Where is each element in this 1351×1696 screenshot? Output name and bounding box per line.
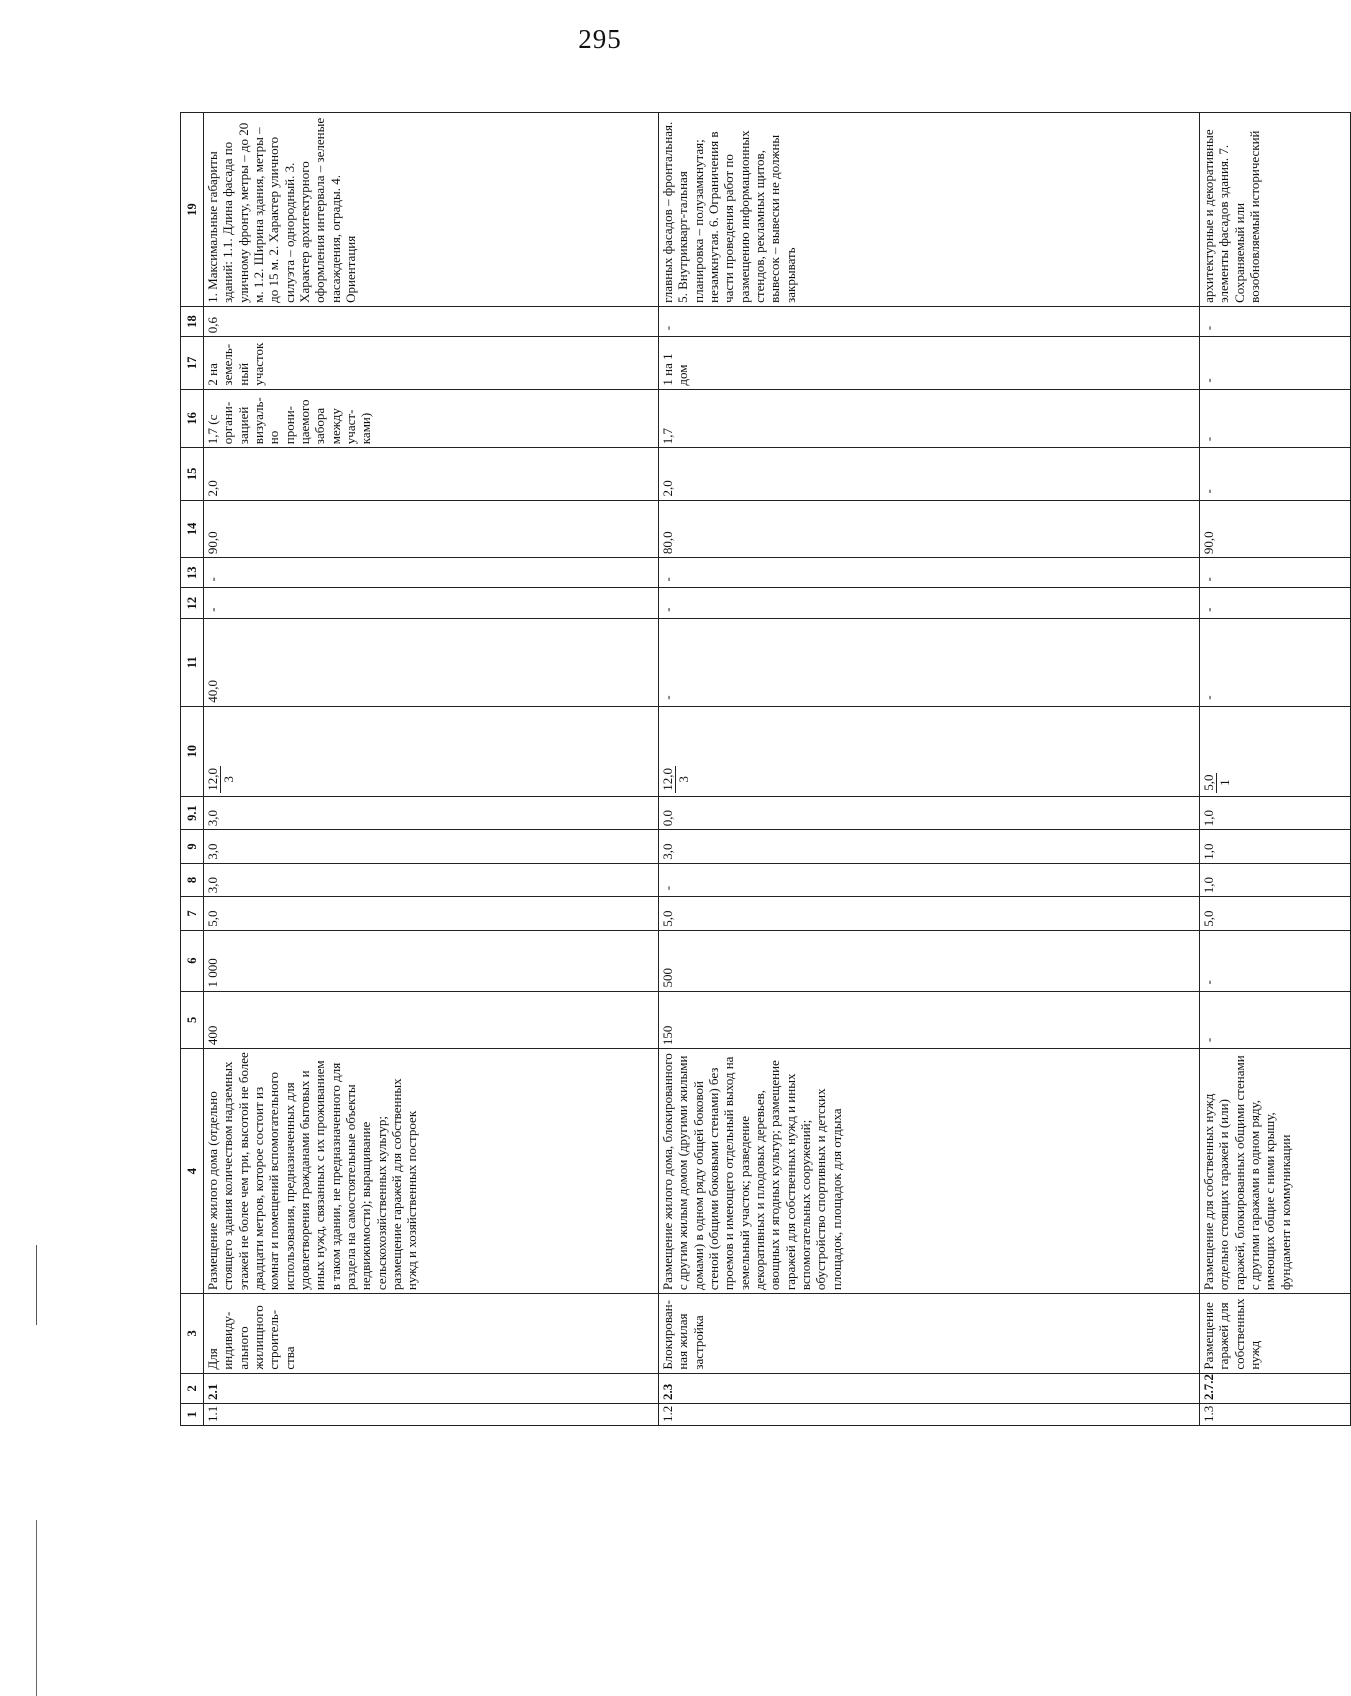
value-cell: - bbox=[1200, 618, 1351, 706]
value-cell: 2,0 bbox=[659, 448, 1200, 500]
fraction-cell bbox=[204, 706, 659, 796]
notes-cell: 1. Максимальные габариты зданий: 1.1. Длина фасада по уличному фронту, метры – до 20 м. 1.2. Ширина здания, метры – до 15 м. 2. Характер уличного силуэта – однородный. 3. Характер архитектурного оформления интервала – зеленые насаждения, ограды. 4. Ориентация bbox=[204, 113, 659, 307]
value-cell: 3,0 bbox=[204, 796, 659, 830]
fraction-numerator: 5,0 bbox=[1201, 774, 1216, 791]
fraction bbox=[660, 766, 692, 793]
row-number-cell: 1.2 bbox=[659, 1404, 1200, 1426]
fraction-cell bbox=[1200, 706, 1351, 796]
value-cell: - bbox=[1200, 337, 1351, 389]
value-cell: 5,0 bbox=[1200, 897, 1351, 931]
use-name-cell: Для индивиду-ального жилищного строитель-ства bbox=[204, 1294, 659, 1374]
value-cell: 1,7 (с органи-зацией визуаль-но прони-цаемого забора между участ-ками) bbox=[204, 389, 659, 448]
scan-margin-line bbox=[36, 1245, 37, 1325]
value-cell: - bbox=[1200, 389, 1351, 448]
value-cell: 150 bbox=[659, 991, 1200, 1049]
value-cell: 0,6 bbox=[204, 306, 659, 336]
fraction-numerator: 12,0 bbox=[205, 768, 220, 791]
header-cell: 10 bbox=[181, 706, 204, 796]
value-cell: 1,7 bbox=[659, 389, 1200, 448]
fraction-denominator: 3 bbox=[676, 776, 692, 783]
value-cell: 80,0 bbox=[659, 500, 1200, 558]
value-cell: - bbox=[1200, 588, 1351, 618]
header-cell: 16 bbox=[181, 389, 204, 448]
value-cell: - bbox=[659, 863, 1200, 897]
value-cell: 2,0 bbox=[204, 448, 659, 500]
header-cell: 9 bbox=[181, 830, 204, 864]
value-cell: 500 bbox=[659, 930, 1200, 991]
description-cell: Размещение жилого дома, блокированного с другим жилым домом (другими жилыми домами) в одном ряду общей боковой стеной (общими боковыми стенами) без проемов и имеющего отдельный выход на земельный участок; разведение декоративных и плодовых деревьев, овощных и ягодных культур; размещение гаражей для собственных нужд и иных вспомогательных сооружений; обустройство спортивных и детских площадок, площадок для отдыха bbox=[659, 1049, 1200, 1294]
scan-margin-line bbox=[36, 1520, 37, 1696]
value-cell: 1 000 bbox=[204, 930, 659, 991]
value-cell: 400 bbox=[204, 991, 659, 1049]
header-cell: 17 bbox=[181, 337, 204, 389]
header-row bbox=[181, 113, 204, 1426]
value-cell: - bbox=[659, 306, 1200, 336]
header-cell: 7 bbox=[181, 897, 204, 931]
value-cell: - bbox=[659, 588, 1200, 618]
page-number: 295 bbox=[578, 24, 622, 54]
fraction-denominator: 3 bbox=[221, 776, 237, 783]
fraction bbox=[1201, 773, 1233, 793]
value-cell: - bbox=[204, 588, 659, 618]
value-cell: 5,0 bbox=[659, 897, 1200, 931]
value-cell: 1 на 1 дом bbox=[659, 337, 1200, 389]
value-cell: - bbox=[1200, 306, 1351, 336]
value-cell: - bbox=[1200, 448, 1351, 500]
value-cell: - bbox=[204, 558, 659, 588]
code-cell: 2.3 bbox=[659, 1373, 1200, 1403]
zoning-regulations-table bbox=[180, 112, 1351, 1426]
description-cell: Размещение жилого дома (отдельно стоящего здания количеством надземных этажей не более чем три, высотой не более двадцати метров, которое состоит из комнат и помещений вспомогательного использования, предназначенных для удовлетворения гражданами бытовых и иных нужд, связанных с их проживанием в таком здании, не предназначенного для раздела на самостоятельные объекты недвижимости); выращивание сельскохозяйственных культур; размещение гаражей для собственных нужд и хозяйственных построек bbox=[204, 1049, 659, 1294]
header-cell: 9.1 bbox=[181, 796, 204, 830]
header-cell: 1 bbox=[181, 1404, 204, 1426]
value-cell: 2 на земель-ный участок bbox=[204, 337, 659, 389]
value-cell: 90,0 bbox=[1200, 500, 1351, 558]
header-cell: 15 bbox=[181, 448, 204, 500]
fraction-denominator: 1 bbox=[1217, 779, 1233, 786]
value-cell: - bbox=[1200, 558, 1351, 588]
value-cell: - bbox=[659, 618, 1200, 706]
value-cell: - bbox=[1200, 930, 1351, 991]
table-row bbox=[1200, 113, 1351, 1426]
description-cell: Размещение для собственных нужд отдельно стоящих гаражей и (или) гаражей, блокированных общими стенами с другими гаражами в одном ряду, имеющих общие с ними крышу, фундамент и коммуникации bbox=[1200, 1049, 1351, 1294]
use-name-cell: Размещение гаражей для собственных нужд bbox=[1200, 1294, 1351, 1374]
header-cell: 4 bbox=[181, 1049, 204, 1294]
value-cell: 3,0 bbox=[204, 863, 659, 897]
value-cell: 3,0 bbox=[659, 830, 1200, 864]
use-name-cell: Блокирован-ная жилая застройка bbox=[659, 1294, 1200, 1374]
code-cell: 2.1 bbox=[204, 1373, 659, 1403]
code-cell: 2.7.2 bbox=[1200, 1373, 1351, 1403]
notes-cell: главных фасадов – фронтальная. 5. Внутрикварт-тальная планировка – полузамкнутая; незамкнутая. 6. Ограничения в части проведения работ по размещению информационных стендов, рекламных щитов, вывесок – вывески не должны закрывать bbox=[659, 113, 1200, 307]
value-cell: 40,0 bbox=[204, 618, 659, 706]
rotated-table-container bbox=[180, 112, 1340, 1426]
header-cell: 8 bbox=[181, 863, 204, 897]
header-cell: 11 bbox=[181, 618, 204, 706]
value-cell: 1,0 bbox=[1200, 796, 1351, 830]
header-cell: 3 bbox=[181, 1294, 204, 1374]
header-cell: 6 bbox=[181, 930, 204, 991]
fraction-cell bbox=[659, 706, 1200, 796]
value-cell: 1,0 bbox=[1200, 863, 1351, 897]
value-cell: - bbox=[1200, 991, 1351, 1049]
row-number-cell: 1.3 bbox=[1200, 1404, 1351, 1426]
header-cell: 12 bbox=[181, 588, 204, 618]
header-cell: 14 bbox=[181, 500, 204, 558]
table-row bbox=[204, 113, 659, 1426]
table-row bbox=[659, 113, 1200, 1426]
row-number-cell: 1.1 bbox=[204, 1404, 659, 1426]
value-cell: 1,0 bbox=[1200, 830, 1351, 864]
fraction bbox=[205, 766, 237, 793]
header-cell: 18 bbox=[181, 306, 204, 336]
header-cell: 5 bbox=[181, 991, 204, 1049]
fraction-numerator: 12,0 bbox=[660, 768, 675, 791]
header-cell: 2 bbox=[181, 1373, 204, 1403]
value-cell: - bbox=[659, 558, 1200, 588]
header-cell: 13 bbox=[181, 558, 204, 588]
value-cell: 5,0 bbox=[204, 897, 659, 931]
value-cell: 90,0 bbox=[204, 500, 659, 558]
value-cell: 3,0 bbox=[204, 830, 659, 864]
value-cell: 0,0 bbox=[659, 796, 1200, 830]
header-cell: 19 bbox=[181, 113, 204, 307]
notes-cell: архитектурные и декоративные элементы фасадов здания. 7. Сохраняемый или возобновляемый исторический bbox=[1200, 113, 1351, 307]
